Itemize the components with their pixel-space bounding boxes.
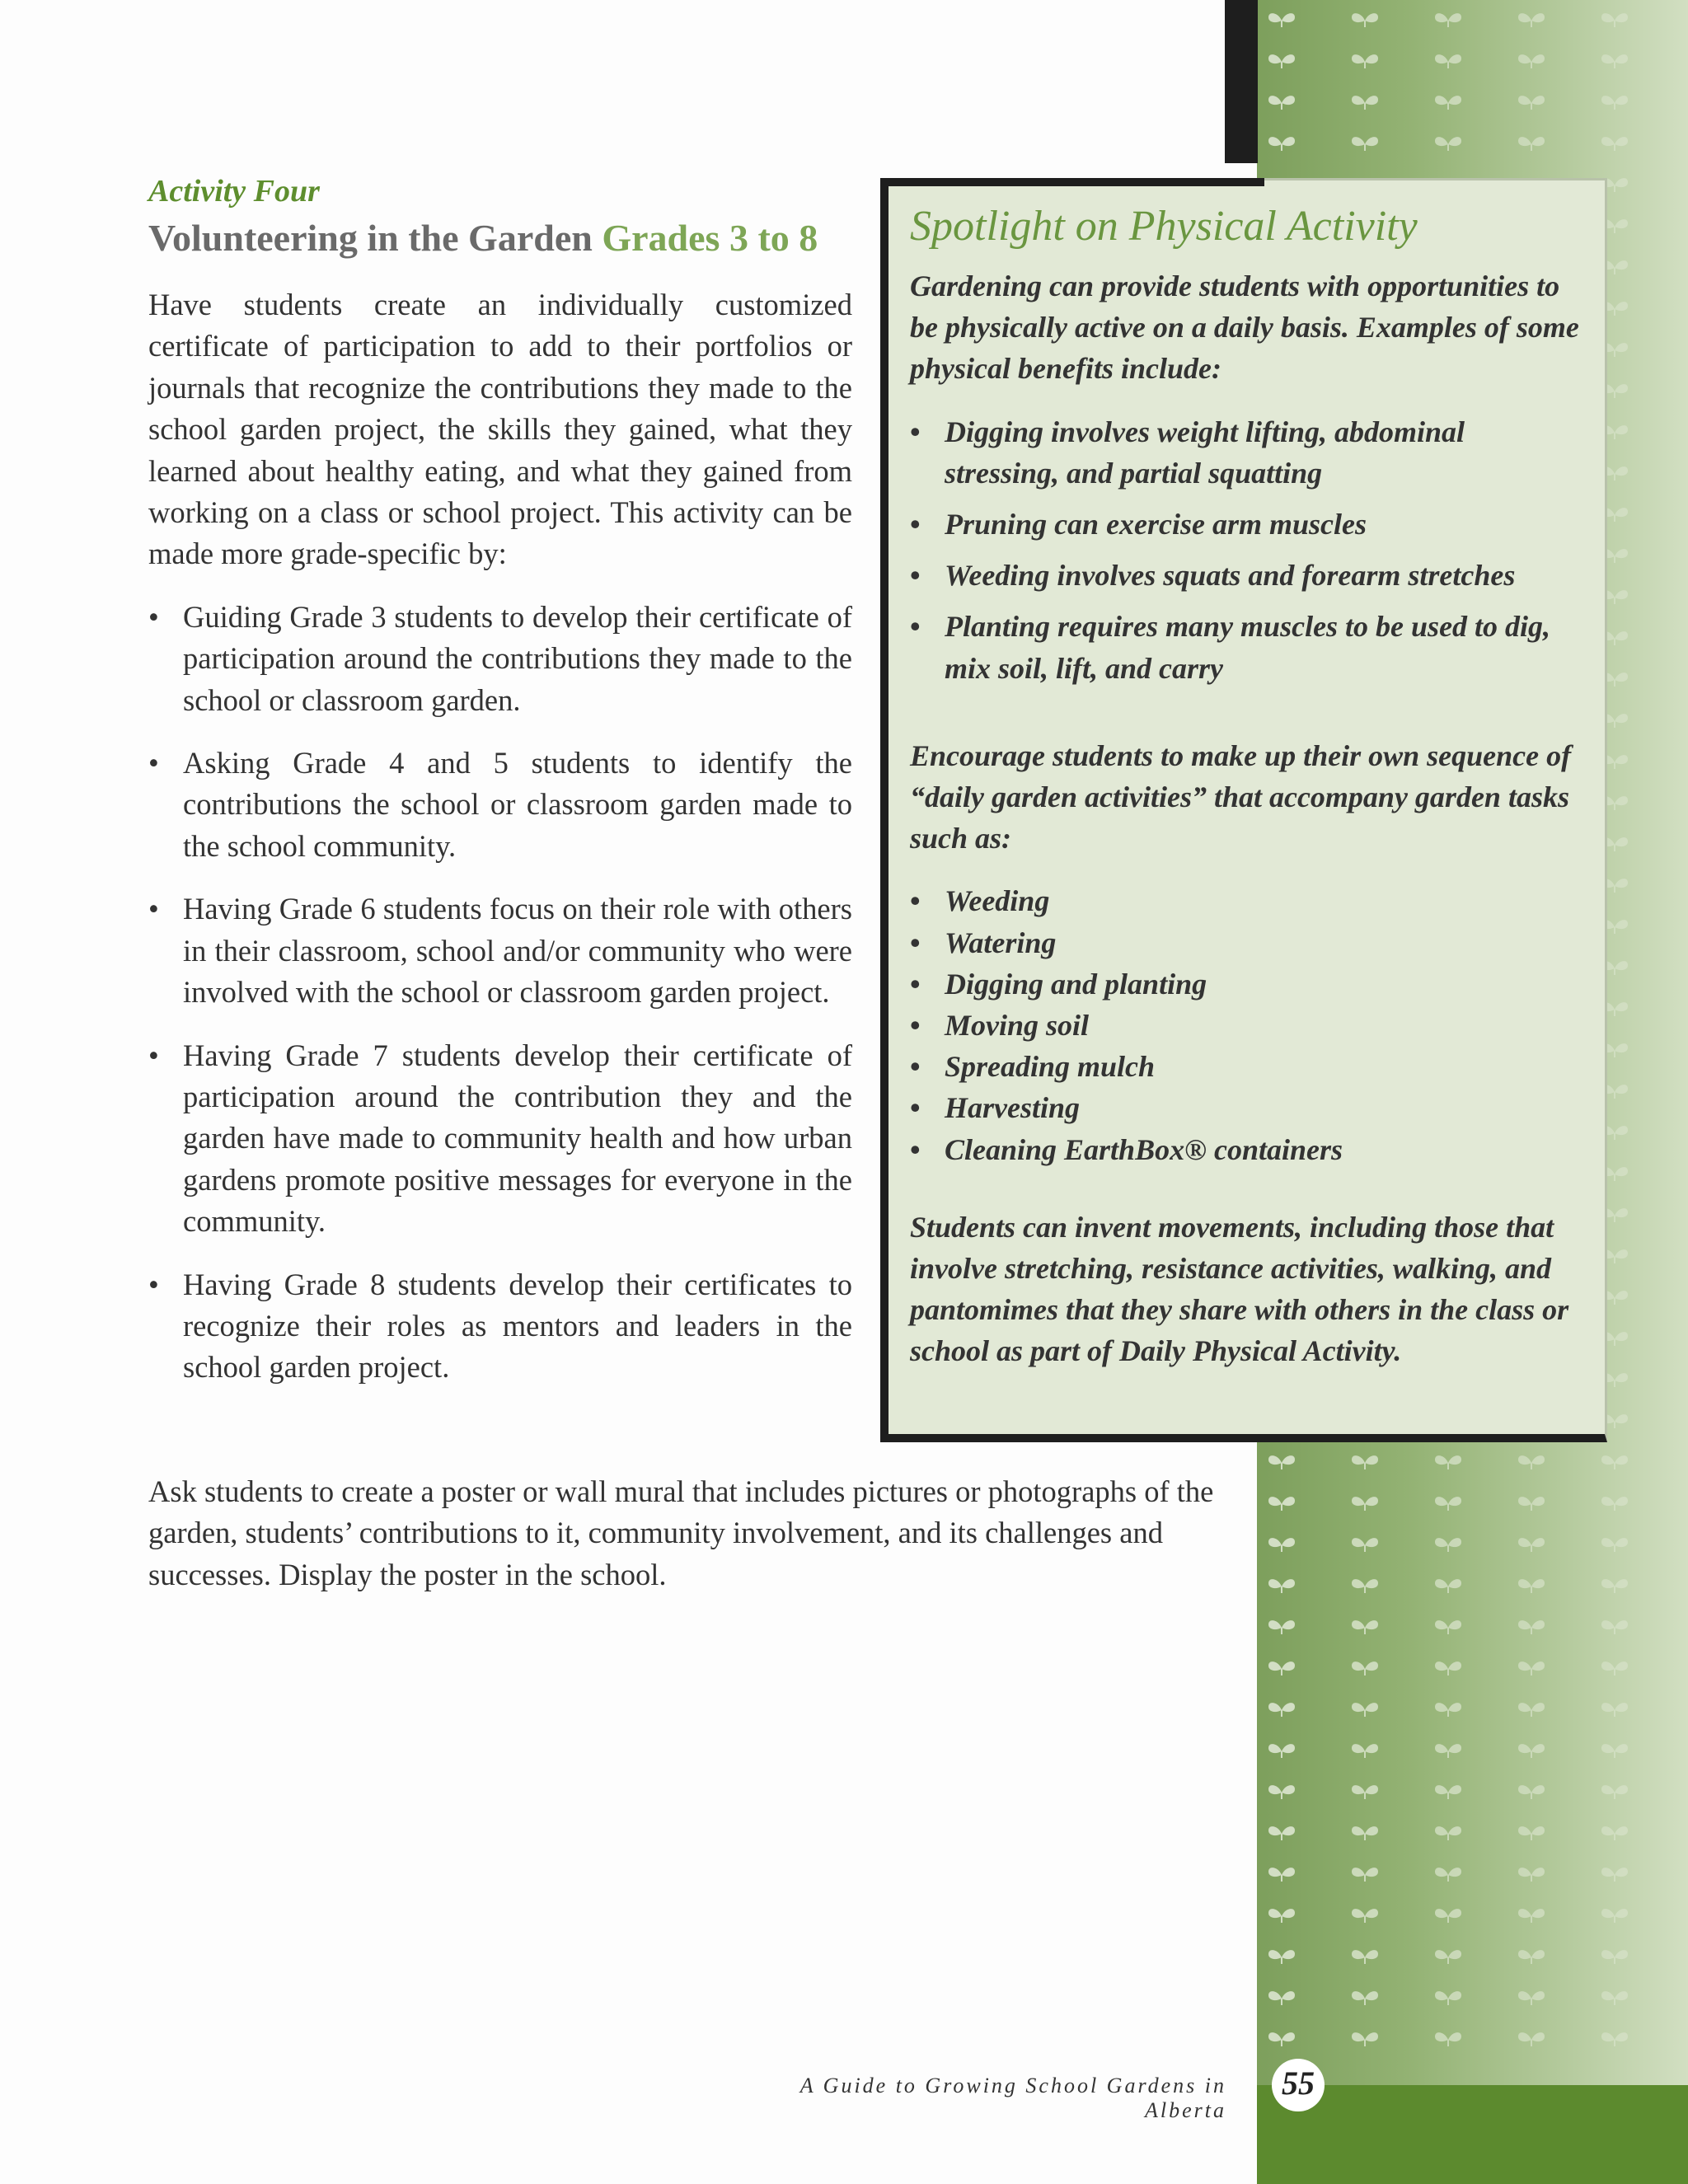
leaf-motif	[1352, 137, 1378, 151]
leaf-motif	[1518, 1620, 1545, 1634]
bullet: •	[910, 884, 921, 918]
leaf-motif	[1518, 1744, 1545, 1758]
task-item	[910, 1046, 1586, 1087]
leaf-motif	[1601, 1497, 1628, 1511]
bullet: •	[910, 1132, 921, 1166]
task-text: Harvesting	[945, 1091, 1081, 1125]
activity-label: Activity Four	[148, 174, 320, 209]
leaf-motif	[1518, 54, 1545, 68]
leaf-motif	[1601, 13, 1628, 27]
intro-paragraph: Have students create an individually customized certificate of participation to add to their portfolios or journals that recognize the contributions they made to the school garden project, the skills they gained, what they learned about healthy eating, and what they gained from working on a class or school project. This activity can be made more grade-specific by:	[148, 288, 852, 571]
leaf-motif	[1601, 1703, 1628, 1717]
bullet: •	[910, 610, 921, 644]
spotlight-encourage: Encourage students to make up their own sequence of “daily garden activities” that accompany garden tasks such as:	[910, 738, 1572, 855]
leaf-motif	[1518, 1785, 1545, 1799]
task-item	[910, 963, 1586, 1005]
grade-item	[148, 743, 852, 867]
leaf-motif	[1268, 1703, 1295, 1717]
leaf-motif	[1435, 1538, 1461, 1552]
task-item	[910, 922, 1586, 963]
leaf-motif	[1268, 137, 1295, 151]
leaf-motif	[1268, 1620, 1295, 1634]
grade-item	[148, 888, 852, 1013]
leaf-motif	[1435, 96, 1461, 110]
task-text: Weeding	[945, 884, 1050, 918]
leaf-motif	[1435, 1744, 1461, 1758]
benefit-item	[910, 504, 1586, 545]
leaf-motif	[1352, 13, 1378, 27]
leaf-motif	[1435, 1455, 1461, 1469]
leaf-motif	[1268, 1826, 1295, 1840]
grade-item	[148, 1264, 852, 1389]
leaf-motif	[1268, 2032, 1295, 2046]
leaf-motif	[1352, 1620, 1378, 1634]
leaf-motif	[1601, 1579, 1628, 1593]
decorative-black-bar	[1225, 0, 1258, 163]
leaf-motif	[1518, 1991, 1545, 2005]
leaf-motif	[1352, 1538, 1378, 1552]
bullet: •	[148, 599, 159, 634]
leaf-motif	[1268, 1909, 1295, 1923]
leaf-motif	[1518, 1661, 1545, 1675]
heading-grades: Grades 3 to 8	[602, 217, 818, 259]
leaf-motif	[1435, 1703, 1461, 1717]
grade-item-text: Having Grade 7 students develop their certificate of participation around the contribution they and the garden have made to community health and how urban gardens promote positive messages for everyone in the community.	[183, 1038, 852, 1239]
leaf-motif	[1518, 1579, 1545, 1593]
leaf-motif	[1601, 137, 1628, 151]
task-text: Cleaning EarthBox® containers	[945, 1132, 1343, 1166]
leaf-motif	[1601, 1785, 1628, 1799]
leaf-motif	[1435, 1497, 1461, 1511]
leaf-motif	[1268, 1497, 1295, 1511]
leaf-motif	[1518, 1909, 1545, 1923]
leaf-motif	[1352, 54, 1378, 68]
leaf-motif	[1601, 1620, 1628, 1634]
tasks-list	[910, 880, 1586, 1169]
leaf-motif	[1518, 1868, 1545, 1882]
leaf-motif	[1268, 1538, 1295, 1552]
leaf-motif	[1268, 1455, 1295, 1469]
leaf-motif	[1435, 1661, 1461, 1675]
benefit-text: Planting requires many muscles to be used to dig, mix soil, lift, and carry	[945, 610, 1551, 685]
grade-item-text: Asking Grade 4 and 5 students to identify the contributions the school or classroom garden made to the school community.	[183, 746, 852, 863]
leaf-motif	[1352, 1703, 1378, 1717]
leaf-motif	[1352, 1909, 1378, 1923]
leaf-motif	[1268, 1991, 1295, 2005]
footer-band	[1257, 2085, 1688, 2184]
leaf-motif	[1601, 1661, 1628, 1675]
leaf-motif	[1352, 1497, 1378, 1511]
task-item	[910, 1087, 1586, 1128]
bullet: •	[910, 415, 921, 448]
spotlight-title: Spotlight on Physical Activity	[910, 203, 1418, 250]
grade-item	[148, 1035, 852, 1243]
leaf-motif	[1352, 1991, 1378, 2005]
footer-guide-title: A Guide to Growing School Gardens in Alberta	[799, 2074, 1226, 2122]
leaf-motif	[1518, 1455, 1545, 1469]
benefit-text: Weeding involves squats and forearm stretches	[945, 559, 1516, 593]
leaf-motif	[1268, 96, 1295, 110]
bullet: •	[148, 892, 159, 926]
bullet: •	[910, 967, 921, 1001]
benefit-item	[910, 555, 1586, 596]
leaf-motif	[1435, 1868, 1461, 1882]
leaf-motif	[1518, 137, 1545, 151]
leaf-motif	[1435, 13, 1461, 27]
leaf-motif	[1518, 1826, 1545, 1840]
leaf-motif	[1518, 1538, 1545, 1552]
leaf-motif	[1268, 13, 1295, 27]
leaf-motif	[1268, 1661, 1295, 1675]
benefits-list	[910, 411, 1586, 689]
leaf-motif	[1435, 1620, 1461, 1634]
leaf-motif	[1352, 2032, 1378, 2046]
leaf-motif	[1601, 1950, 1628, 1964]
leaf-motif	[1518, 96, 1545, 110]
spotlight-content	[910, 199, 1586, 1372]
leaf-motif	[1352, 1579, 1378, 1593]
bullet: •	[148, 1267, 159, 1301]
bullet: •	[910, 559, 921, 593]
leaf-motif	[1352, 1661, 1378, 1675]
leaf-motif	[1435, 2032, 1461, 2046]
activity-body	[148, 284, 852, 1410]
leaf-motif	[1518, 1703, 1545, 1717]
grade-item-text: Having Grade 6 students focus on their role with others in their classroom, school and/or community who were involved with the school or classroom garden project.	[183, 892, 852, 1010]
leaf-motif	[1352, 1785, 1378, 1799]
task-text: Digging and planting	[945, 967, 1207, 1001]
bullet: •	[910, 926, 921, 959]
leaf-motif	[1352, 1826, 1378, 1840]
spotlight-closing: Students can invent movements, including those that involve stretching, resistance activities, walking, and pantomimes that they share with others in the class or school as part of Daily Physical Activity.	[910, 1210, 1569, 1368]
benefit-text: Digging involves weight lifting, abdominal stressing, and partial squatting	[945, 415, 1465, 490]
task-item	[910, 1005, 1586, 1046]
leaf-motif	[1268, 1785, 1295, 1799]
leaf-motif	[1601, 1538, 1628, 1552]
spotlight-intro: Gardening can provide students with opportunities to be physically active on a daily basis. Examples of some physical benefits include:	[910, 269, 1579, 386]
leaf-motif	[1268, 1950, 1295, 1964]
leaf-motif	[1601, 2032, 1628, 2046]
leaf-motif	[1601, 54, 1628, 68]
closing-paragraph: Ask students to create a poster or wall mural that includes pictures or photographs of the garden, students’ contributions to it, community involvement, and its challenges and successes. Display the poster in the school.	[148, 1474, 1214, 1591]
leaf-motif	[1435, 1909, 1461, 1923]
leaf-motif	[1601, 1826, 1628, 1840]
page-number: 55	[1272, 2059, 1325, 2111]
leaf-motif	[1601, 96, 1628, 110]
leaf-motif	[1352, 1455, 1378, 1469]
leaf-motif	[1601, 1744, 1628, 1758]
leaf-motif	[1518, 2032, 1545, 2046]
grade-item-text: Guiding Grade 3 students to develop their certificate of participation around the contributions they made to the school or classroom garden.	[183, 599, 852, 717]
leaf-motif	[1435, 1579, 1461, 1593]
leaf-motif	[1518, 1950, 1545, 1964]
leaf-motif	[1435, 1950, 1461, 1964]
grade-item	[148, 597, 852, 721]
bullet: •	[148, 1038, 159, 1072]
leaf-motif	[1352, 1744, 1378, 1758]
leaf-motif	[1268, 1579, 1295, 1593]
task-text: Spreading mulch	[945, 1050, 1156, 1084]
bullet: •	[910, 508, 921, 541]
leaf-motif	[1435, 54, 1461, 68]
leaf-motif	[1435, 1826, 1461, 1840]
section-heading	[148, 216, 818, 260]
leaf-motif	[1601, 1455, 1628, 1469]
task-item	[910, 1129, 1586, 1170]
leaf-motif	[1435, 137, 1461, 151]
bullet: •	[910, 1050, 921, 1084]
grade-item-text: Having Grade 8 students develop their certificates to recognize their roles as mentors and leaders in the school garden project.	[183, 1267, 852, 1385]
leaf-motif	[1435, 1785, 1461, 1799]
bullet: •	[148, 746, 159, 780]
grade-list	[148, 597, 852, 1389]
benefit-text: Pruning can exercise arm muscles	[945, 508, 1367, 541]
leaf-motif	[1352, 1950, 1378, 1964]
leaf-motif	[1601, 1868, 1628, 1882]
leaf-motif	[1435, 1991, 1461, 2005]
benefit-item	[910, 411, 1586, 494]
leaf-motif	[1352, 1868, 1378, 1882]
leaf-motif	[1352, 96, 1378, 110]
bullet: •	[910, 1009, 921, 1043]
bullet: •	[910, 1091, 921, 1125]
leaf-motif	[1268, 1744, 1295, 1758]
task-item	[910, 880, 1586, 921]
leaf-motif	[1518, 13, 1545, 27]
leaf-motif	[1518, 1497, 1545, 1511]
task-text: Moving soil	[945, 1009, 1090, 1043]
leaf-motif	[1268, 1868, 1295, 1882]
heading-title: Volunteering in the Garden	[148, 217, 593, 259]
task-text: Watering	[945, 926, 1057, 959]
benefit-item	[910, 606, 1586, 688]
leaf-motif	[1268, 54, 1295, 68]
leaf-motif	[1601, 1991, 1628, 2005]
leaf-motif	[1601, 1909, 1628, 1923]
